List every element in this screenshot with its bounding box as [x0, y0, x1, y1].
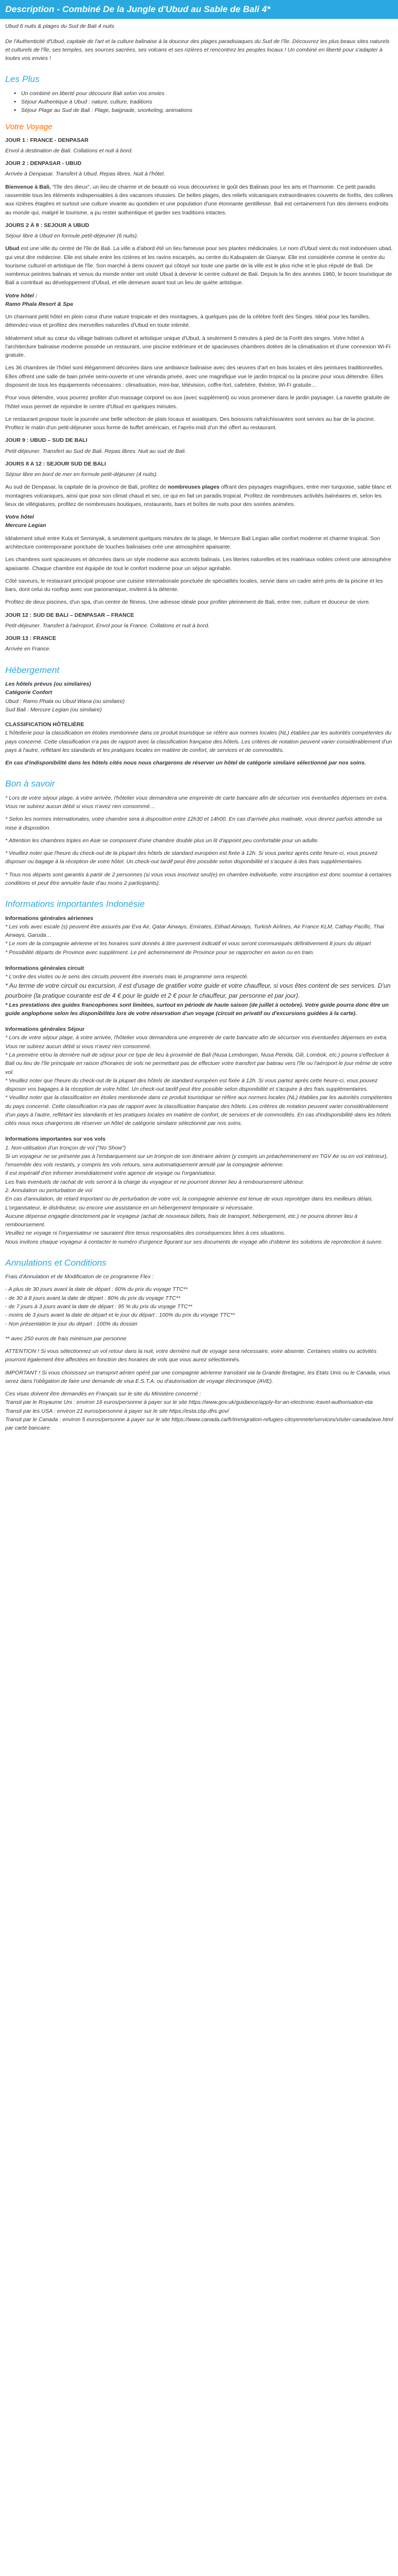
annulation-item: - moins de 3 jours avant la date de départ et le jour du départ : 100% du prix du voyage TTC**: [5, 1312, 235, 1319]
info-subtitle: Informations générales Séjour: [5, 1026, 85, 1033]
south-bold: nombreuses plages: [167, 484, 219, 491]
hotels-list: [5, 680, 394, 714]
info-item: * L'ordre des visites ou le sens des circuits peuvent être inversés mais le programme sera respecté.: [5, 974, 249, 980]
important-text: IMPORTANT ! Si vous choisissez un transport aérien opéré par une compagnie aérienne transitant via la Grande Bretagne, les Etats Unis ou le Canada, vous serez dans l'obligation de faire une demande de visa E.S.T.A. ou d'autorisation de voyage électronique (AVE).: [5, 1369, 391, 1384]
info-item: * La première et/ou la dernière nuit de séjour pour ce type de lieu à proximité de Bali (Nusa Lembongan, Nusa Penida, Gili, Lombok, etc.) pourra s'effectuer à Bali ou lieu de l'île principale en raison d'horaires de vols ne permettant pas de effectuer votre transfert par bateau vers l'île ou l'aéroport le jour même de votre vol.: [5, 1051, 392, 1075]
info-item: Aucune dépense engagée directement par le voyageur (achat de nouveaux billets, frais de transport, hébergement, etc.) ne pourra donner lieu à remboursement.: [5, 1213, 358, 1228]
info-item: * Les vols avec escale (s) peuvent être assurés par Eva Air, Qatar Airways, Emirates, Etihad Airways, Turkish Airlines, Air France KLM, Cathay Pacific, Thai Airways, Garuda…: [5, 923, 384, 939]
info-item: L'organisateur, le distributeur, ou encore une assistance en un hébergement temporaire si nécessaire.: [5, 1204, 254, 1211]
day-title: JOURS 8 A 12 : SEJOUR SUD DE BALI: [5, 460, 106, 467]
hotel-label: Votre hôtel: [5, 514, 34, 521]
hotel-label: Votre hôtel :: [5, 292, 37, 299]
info-item: 2. Annulation ou perturbation de vol: [5, 1187, 92, 1194]
hotel-description: Les 36 chambres de l'hôtel sont élégamment décorées dans une ambiance balinaise avec des œuvres d'art en bois locales et des peintures traditionnelles. Elles offrent une salle de bain privée semi-ouverte et une véranda privée, avec une magnifique vue le jardin tropical ou la piscine pour vous détendre. Elles disposent de tous les équipements nécessaires : climatisation, mini-bar, télévision, coffre-fort, cafetière, théière, Wi-Fi gratuite…: [5, 365, 384, 389]
hotel-description: Profitez de deux piscines, d'un spa, d'un centre de fitness. Une adresse idéale pour profiter pleinement de Bali, entre mer, culture et douceur de vivre.: [5, 599, 371, 606]
hotels-line: Ubud : Ramo Phala ou Ubud Wana (ou similaire): [5, 698, 125, 705]
plus-item: • Séjour Plage au Sud de Bali : Plage, baignade, snorkeling, animations: [21, 106, 394, 115]
info-item: * Le nom de la compagnie aérienne et les horaires sont donnés à titre purement indicatif et vous seront communiqués définitivement 8 jours du départ: [5, 940, 371, 947]
hotel-description: Le restaurant propose toute la journée une belle sélection de plats locaux et asiatiques. Des boissons rafraîchissantes sont servies au bar de la piscine. Profitez le matin d'un petit-déjeuner sous forme de buffet américain, et l'après-midi d'un thé offert au restaurant.: [5, 416, 375, 431]
voyage-heading: Votre Voyage: [5, 122, 53, 131]
hotels-line: Catégorie Confort: [5, 689, 53, 696]
day-title: JOUR 9 : UBUD – SUD DE BALI: [5, 437, 88, 444]
day-text: Petit-déjeuner. Transfert à l'aéroport. Envol pour la France. Collations et nuit à bord.: [5, 622, 210, 629]
info-subtitle: Informations générales aériennes: [5, 915, 93, 922]
annulation-item: - A plus de 30 jours avant la date de départ : 60% du prix du voyage TTC**: [5, 1286, 188, 1293]
annulation-note: ** avec 250 euros de frais minimum par personne: [5, 1335, 127, 1342]
hotel-description: Les chambres sont spacieuses et décorées dans un style moderne aux accents balinais. Les literies naturelles et les matériaux nobles créent une atmosphère apaisante. Chaque chambre est équipée de tout le confort moderne pour un séjour agréable.: [5, 556, 391, 572]
day-text: Séjour libre à Ubud en formule petit-déjeuner (6 nuits).: [5, 233, 139, 240]
info-item: Veuillez ne voyage ni l'organisateur ne sauraient être tenus responsables des conséquences liées à ces situations.: [5, 1230, 286, 1237]
classification-title: CLASSIFICATION HÔTELIÈRE: [5, 721, 85, 728]
info-item: * Lors de votre séjour plage, à votre arrivée, l'hôtelier vous demandera une empreinte de carte bancaire afin de sécuriser vos éventuelles dépenses en extra. Vous ne subirez aucun débit si vous n'avez rien consommé.: [5, 1034, 388, 1050]
day-title: JOUR 12 : SUD DE BALI – DENPASAR – FRANCE: [5, 612, 134, 618]
south-lead: Au sud de Denpasar,: [5, 484, 57, 491]
south-paragraph: [5, 483, 394, 509]
annulation-item: - Non présentation le jour du départ : 100% du dossier: [5, 1320, 138, 1327]
info-subtitle: Informations importantes sur vos vols: [5, 1136, 106, 1143]
info-item: * Au terme de votre circuit ou excursion, il est d'usage de gratifier votre guide et votre chauffeur, si vous êtes content de ses services. D'un pourboire (la pratique courante est de 4 € pour le guide et 2 € pour le chauffeur, par personne et par jour).: [5, 982, 391, 1000]
attention-text: ATTENTION ! Si vous sélectionnez un vol retour dans la nuit, votre dernière nuit de voyage sera nécessaire, voire absente. Certaines visites ou activités pourront également être affectées en fonction des horaires de vols que vous aurez sélectionnés.: [5, 1348, 377, 1363]
info-item: En cas d'annulation, de retard important ou de perturbation de votre vol, la compagnie aérienne est tenue de vous reprotéger dans les meilleurs délais.: [5, 1196, 373, 1203]
plus-list: [5, 89, 394, 115]
hotel-name: Ramo Phala Resort & Spa: [5, 301, 73, 307]
classification-text: L'hôtellerie pour la classification en étoiles mentionnée dans ce produit touristique se réfère aux normes locales (NL) établies par les autorités compétentes du pays concerné. Cette classification n'a pas de rapport avec la classification française des hôtels. Les critères de notation peuvent varier considérablement d'un pays à l'autre, reflétant les standards et les pratiques locales en matière de confort, de services et de commodités.: [5, 730, 392, 753]
hotel-description: Côté saveurs, le restaurant principal propose une cuisine internationale ponctuée de spécialités locales, servie dans un cadre aéré près de la piscine et les bars, dont celui du rooftop avec vue panoramique, invitent à la détente.: [5, 577, 383, 593]
info-item: Les frais éventuels de rachat de vols seront à la charge du voyageur et ne pourront donner lieu à remboursement ultérieur.: [5, 1178, 305, 1185]
plus-item: • Un combiné en liberté pour découvrir Bali selon vos envies: [21, 89, 394, 98]
hotel-description: Idéalement situé entre Kuta et Seminyak, à seulement quelques minutes de la plage, le Mercure Bali Legian allie confort moderne et charme tropical. Son architecture contemporaine ponctuée de touches balinaises crée une atmosphère apaisante.: [5, 535, 380, 550]
day-title: JOUR 1 : FRANCE - DENPASAR: [5, 137, 89, 143]
day-text: Envol à destination de Bali. Collations et nuit à bord.: [5, 147, 133, 154]
annulation-heading: Annulations et Conditions: [5, 1257, 107, 1268]
welcome-lead: Bienvenue à Bali,: [5, 183, 51, 190]
day-title: JOURS 2 À 8 : SEJOUR A UBUD: [5, 222, 89, 229]
hotels-line: Les hôtels prévus (ou similaires): [5, 681, 91, 688]
south-text: offrant des paysages magnifiques, entre mer turquoise, sable blanc et montagnes volcaniques, ainsi que pour son climat chaud et sec, ce qui en fait un paradis tropical. Profitez de nombreuses activités balnéaires et, selon les lieux de villégiatures, profitez de nombreuses boutiques, restaurants, bars et boîtes de nuits pour des soirées animées.: [5, 484, 392, 508]
bon-heading: Bon à savoir: [5, 779, 55, 789]
hotel-description: Idéalement situé au cœur du village balinais culturel et artistique unique d'Ubud, à seulement 5 minutes à pied de la Forêt des singes. Votre hôtel à l'architecture balinaise moderne possède un restaurant, une piscine extérieure et de spacieuses chambres dotées de la climatisation et d'une connexion Wi-Fi gratuite.: [5, 335, 391, 359]
welcome-paragraph: [5, 183, 394, 217]
visa-line: Transit par les USA : environ 21 euros/personne à payer sur le site https://esta.cbp.dhs.gov/: [5, 1408, 229, 1414]
hotel-description: Un charmant petit hôtel en plein cœur d'une nature tropicale et des montagnes, à quelques pas de la célèbre forêt des Singes. Idéal pour les familles, détendez-vous et profitez des merveilles naturelles d'Ubud en toute intimité.: [5, 314, 370, 329]
visa-line: Transit par le Canada : environ 5 euros/personne à payer sur le site https://www.canada.ca/fr/immigration-refugies-citoyennete/services/visiter-canada/ave.html par carte bancaire.: [5, 1416, 393, 1432]
bon-item: * Veuillez noter que l'heure du check-out de la plupart des hôtels de standard européen est fixée à 12h. Si vous partez après cette heure-ci, vous pouvez disposer ou bagage à la réception de votre hôtel. Un check-out tardif peut être possible selon disponibilité et s'acquire à des frais supplémentaires.: [5, 850, 378, 865]
info-item: * Veuillez noter que la classification en étoiles mentionnée dans ce produit touristique se réfère aux normes locales (NL) établies par les autorités compétentes du pays concerné. Cette classification n'a pas de rapport avec la classification française des hôtels. Les critères de notation peuvent varier considérablement d'un pays à l'autre, reflétant les standards et les pratiques locales en matière de confort, de services et de commodités. En cas d'indisponibilité dans les hôtels cités nous nous chargerons de réserver un hôtel de catégorie similaire sélectionné par nos soins.: [5, 1094, 392, 1127]
info-item: Nous invitons chaque voyageur à contacter le numéro d'urgence figurant sur ses documents de voyage afin d'obtenir les solutions de reprotection à suivre.: [5, 1238, 383, 1245]
bon-item: * Selon les normes internationales, votre chambre sera à disposition entre 12h30 et 14h00. En cas d'arrivée plus matinale, vous devrez parfois attendre sa mise à disposition.: [5, 816, 382, 831]
info-item: Si un voyageur ne se présente pas à l'embarquement sur un tronçon de son itinéraire aérien (y compris un préacheminement en TGV Air ou en vol intérieur), l'ensemble des vols restants, y compris les vols retours, sera automatiquement annulé par la compagnie aérienne.: [5, 1153, 388, 1168]
info-item: * Possibilité départs de Province avec supplément. Le pré acheminement de Province pour se rapprocher en avion ou en train.: [5, 949, 315, 956]
plus-heading: Les Plus: [5, 74, 40, 85]
info-heading: Informations importantes Indonésie: [5, 899, 145, 909]
day-text: Séjour libre en bord de mer en formule petit-déjeuner (4 nuits).: [5, 471, 158, 478]
info-item: * Veuillez noter que l'heure du check-out de la plupart des hôtels de standard européen est fixée à 12h. Si vous partez après cette heure-ci, vous pouvez disposer vos bagages à la réception de votre hôtel. Un check-out tardif peut être possible selon disponibilité et s'acquire à des frais supplémentaires.: [5, 1077, 378, 1093]
ubud-text: est une ville du centre de l'île de Bali. La ville a d'abord été un lieu fameuse pour ses plantes médicinales. Le nom d'Ubud vient du mot indonésien ubad, qui veut dire médecine. Elle est située entre les rizières et les ravins escarpés, au centre du Kabupaten de Gianyar. Elle est considérée comme le centre du tourisme culturel et artistique de l'île. Son marché à demi couvert qui côtoyé sur toute une partie de la ville est le plus riche et le plus réputé de Bali. De nombreux peintres balinais et venus du monde entier ont visité Ubud à devenir le centre culturel de Bali. Depuis la fin des années 1960, le boom touristique de Bali a contribué au développement d'Ubud, et elle demeure avant tout un lieu de quiète artistique.: [5, 245, 393, 286]
day-text: Arrivée en France.: [5, 646, 51, 653]
welcome-text: "l'île des dieux", un lieu de charme et de beauté où vous découvrirez le goût des Balinais pour les arts et l'harmonie. Ce petit paradis rassemble tous les éléments indispensables à des vacances réussies. De belles plages, des reliefs volcaniques extraordinaires couverts de forêts, des collines aux rizières étagées et surtout une culture vivante au quotidien et une population d'une étonnante gentillesse. Bali est certainement l'un des derniers endroits au monde qui, malgré le tourisme, a pu rester authentique et garder ses traditions intactes.: [5, 183, 393, 216]
annulation-item: - de 7 jours à 3 jours avant la date de départ : 95 % du prix du voyage TTC**: [5, 1303, 193, 1310]
hotels-line: Sud Bali : Mercure Legian (ou similaire): [5, 706, 102, 713]
hebergement-heading: Hébergement: [5, 665, 60, 675]
annulation-intro: Frais d'Annulation et de Modification de ce programme Flex :: [5, 1274, 154, 1280]
bon-item: * Attention les chambres triples en Asie se composent d'une chambre double plus un lit d'appoint peu confortable pour un adulte.: [5, 837, 319, 844]
day-text: Petit-déjeuner. Transfert au Sud de Bali. Repas libres. Nuit au sud de Bali.: [5, 448, 186, 454]
day-text: Arrivée à Denpasar. Transfert à Ubud. Repas libres. Nuit à l'hôtel.: [5, 171, 165, 178]
subtitle: Ubud 6 nuits & plages du Sud de Bali 4 nuits: [5, 23, 114, 30]
bon-item: * Tous nos départs sont garantis à partir de 2 personnes (si vous vous inscrivez seul(e) en chambre individuelle, votre inscription est donc soumise à certaines conditions et peut être annulée faute d'au moins 2 participants).: [5, 871, 392, 886]
intro-text: De l'Authenticité d'Ubud, capitale de l'art et la culture balinaise à la douceur des plages paradisiaques du Sud de l'île. Découvrez les plus beaux sites naturels et culturels de l'île, ses temples, ses sources sacrées, ses volcans et ses rizières et rencontrez les peuples locaux ! Un combiné en liberté pour s'adapter à toutes vos envies !: [5, 38, 390, 62]
visa-line: Ces visas doivent être demandés en Français sur le site du Ministère concerné :: [5, 1391, 201, 1398]
info-item: * Les prestations des guides francophones sont limitées, surtout en période de haute saison (de juillet à octobre). Votre guide pourra donc être un guide anglophone selon les disponibilités lors de votre réservation d'un voyage (circuit en privatif ou d'excursions guidées à la carte).: [5, 1001, 389, 1017]
south-mid: la capitale de la province de Bali, profitez de: [57, 484, 168, 491]
hotel-description: Pour vous détendre, vous pourrez profiter d'un massage corporel ou aux (avec supplément) ou vous promener dans le jardin paysager. La navette gratuite de l'hôtel vous permet de rejoindre le centre d'Ubud en quelques minutes.: [5, 395, 390, 410]
annulation-item: - de 30 à 8 jours avant la date de départ : 80% du prix du voyage TTC**: [5, 1295, 181, 1301]
page-title: Description - Combiné De la Jungle d'Ubud au Sable de Bali 4*: [0, 0, 398, 19]
plus-item: • Séjour Authentique à Ubud : nature, culture, traditions: [21, 98, 394, 106]
classification-note: En cas d'indisponibilité dans les hôtels cités nous nous chargerons de réserver un hôtel de catégorie similaire sélectionné par nos soins.: [5, 760, 366, 767]
day-title: JOUR 2 : DENPASAR - UBUD: [5, 160, 82, 167]
info-subtitle: Informations générales circuit: [5, 965, 84, 971]
hotel-name: Mercure Legian: [5, 522, 46, 529]
bon-item: * Lors de votre séjour plage, à votre arrivée, l'hôtelier vous demandera une empreinte de carte bancaire afin de sécuriser vos éventuelles dépenses en extra. Vous ne subirez aucun débit si vous n'avez rien consommé…: [5, 794, 388, 810]
info-item: 1. Non-utilisation d'un tronçon de vol ("No Show"): [5, 1144, 126, 1151]
info-item: Il est impératif d'en informer immédiatement votre agence de voyage ou l'organisateur.: [5, 1170, 216, 1177]
content: [0, 22, 398, 1432]
annulation-list: [5, 1285, 394, 1328]
ubud-paragraph: [5, 244, 394, 287]
visa-line: Transit par le Royaume Uni : environ 16 euros/personne à payer sur le site https://www.gov.uk/guidance/apply-for-an-electronic-travel-authorisation-eta: [5, 1399, 373, 1406]
day-title: JOUR 13 : FRANCE: [5, 635, 56, 642]
ubud-lead: Ubud: [5, 245, 19, 252]
